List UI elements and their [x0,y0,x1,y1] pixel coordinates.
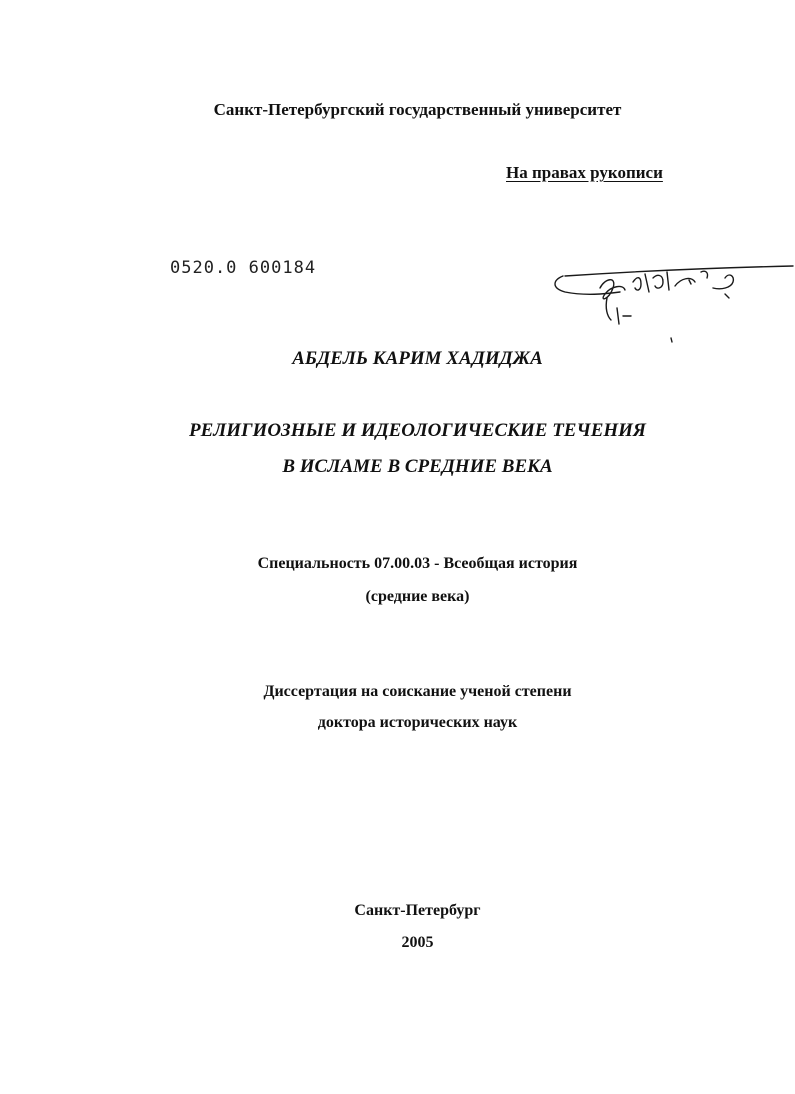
dissertation-title-line-1: РЕЛИГИОЗНЫЕ И ИДЕОЛОГИЧЕСКИЕ ТЕЧЕНИЯ [188,420,647,441]
degree-line-2: доктора исторических наук [317,714,518,731]
handwritten-signature-icon [545,258,795,348]
year: 2005 [401,934,434,951]
city: Санкт-Петербург [354,902,481,919]
dissertation-title-line-2: В ИСЛАМЕ В СРЕДНИЕ ВЕКА [282,456,553,477]
degree-line-1: Диссертация на соискание ученой степени [263,683,572,700]
rights-note: На правах рукописи [506,163,663,182]
specialty-line-2: (средние века) [365,588,470,605]
author-name: АБДЕЛЬ КАРИМ ХАДИДЖА [292,348,543,369]
specialty-line-1: Специальность 07.00.03 - Всеобщая история [257,555,578,572]
university-name: Санкт-Петербургский государственный университет [213,100,622,119]
catalog-code: 0520.0 600184 [170,258,317,278]
